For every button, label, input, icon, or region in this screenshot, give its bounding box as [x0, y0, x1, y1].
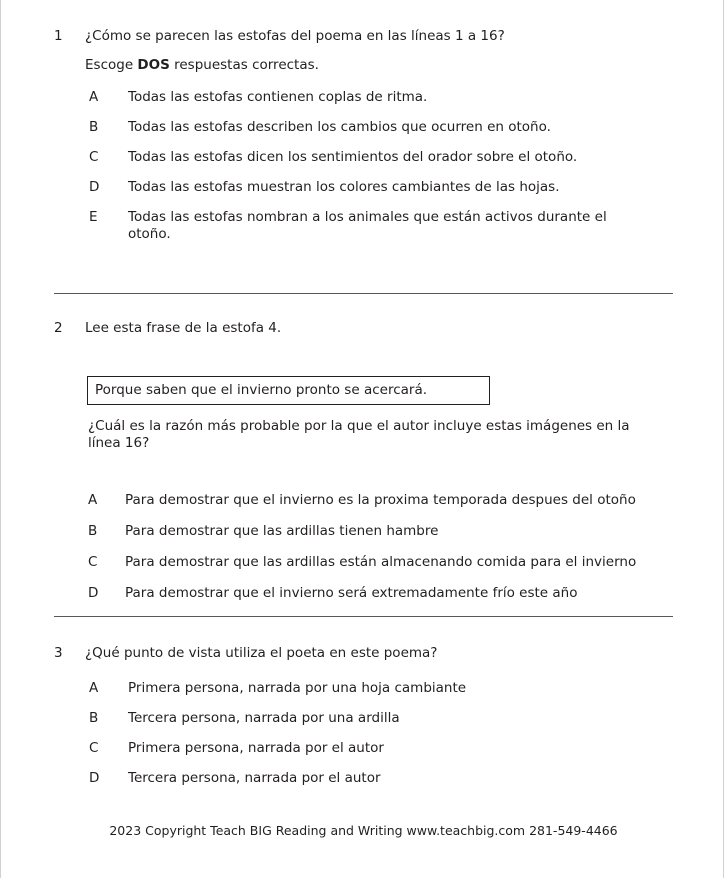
question-1-header: [54, 28, 673, 45]
option-3-c-text: Primera persona, narrada por el autor: [128, 740, 384, 756]
question-3-stem: ¿Qué punto de vista utiliza el poeta en este poema?: [85, 645, 438, 661]
option-3-b[interactable]: [54, 710, 673, 727]
option-2-d[interactable]: [54, 585, 673, 602]
option-1-d-letter: D: [89, 179, 100, 195]
quote-callout-text: Porque saben que el invierno pronto se acercará.: [95, 382, 428, 398]
section-divider-1: [54, 293, 673, 294]
option-2-c-letter: C: [88, 554, 98, 570]
option-2-d-text: Para demostrar que el invierno será extremadamente frío este año: [125, 585, 578, 601]
option-2-b-letter: B: [88, 523, 98, 539]
option-3-b-letter: B: [89, 710, 99, 726]
option-3-d-letter: D: [89, 770, 100, 786]
option-3-c-letter: C: [89, 740, 99, 756]
option-1-b-text: Todas las estofas describen los cambios que ocurren en otoño.: [128, 119, 551, 135]
quote-callout-box: [87, 376, 490, 405]
question-3-header: [54, 645, 673, 662]
option-2-b[interactable]: [54, 523, 673, 540]
option-1-d-text: Todas las estofas muestran los colores cambiantes de las hojas.: [128, 179, 560, 195]
option-1-b-letter: B: [89, 119, 99, 135]
option-2-c[interactable]: [54, 554, 673, 571]
copyright-footer: 2023 Copyright Teach BIG Reading and Writing www.teachbig.com 281-549-4466: [109, 823, 618, 838]
question-block-3: [54, 645, 673, 787]
option-3-c[interactable]: [54, 740, 673, 757]
option-1-e-letter: E: [89, 209, 98, 225]
question-2-stem: Lee esta frase de la estofa 4.: [85, 320, 282, 336]
option-2-b-text: Para demostrar que las ardillas tienen hambre: [125, 523, 439, 539]
question-2-header: [54, 320, 673, 337]
option-3-d[interactable]: [54, 770, 673, 787]
question-1-instruction-suffix: respuestas correctas.: [169, 57, 319, 73]
question-1-instruction-emphasis: DOS: [137, 57, 170, 73]
option-2-d-letter: D: [88, 585, 99, 601]
option-1-c[interactable]: [54, 149, 673, 166]
section-divider-2: [54, 616, 673, 617]
option-1-a[interactable]: [54, 89, 673, 106]
question-1-number: 1: [54, 28, 63, 44]
option-3-a-text: Primera persona, narrada por una hoja cambiante: [128, 680, 467, 696]
question-3-options: [54, 680, 673, 787]
option-1-a-letter: A: [89, 89, 99, 105]
worksheet-content: [54, 0, 673, 878]
question-1-instruction: [85, 57, 673, 74]
option-3-a-letter: A: [89, 680, 99, 696]
question-1-options: [54, 89, 673, 242]
option-1-b[interactable]: [54, 119, 673, 136]
option-2-c-text: Para demostrar que las ardillas están almacenando comida para el invierno: [125, 554, 637, 570]
option-1-a-text: Todas las estofas contienen coplas de ritma.: [128, 89, 428, 105]
question-3-number: 3: [54, 645, 63, 661]
option-1-c-text: Todas las estofas dicen los sentimientos del orador sobre el otoño.: [128, 149, 578, 165]
question-block-1: [54, 28, 673, 242]
option-2-a-text: Para demostrar que el invierno es la proxima temporada despues del otoño: [125, 492, 636, 508]
option-2-a[interactable]: [54, 492, 673, 509]
option-1-d[interactable]: [54, 179, 673, 196]
question-1-instruction-prefix: Escoge: [85, 57, 138, 73]
option-1-e-text: Todas las estofas nombran a los animales que están activos durante el otoño.: [128, 209, 607, 242]
option-1-e[interactable]: [54, 209, 673, 242]
question-2-number: 2: [54, 320, 63, 336]
question-block-2: [54, 320, 673, 602]
question-2-prompt: ¿Cuál es la razón más probable por la que el autor incluye estas imágenes en la línea 16?: [88, 418, 630, 451]
option-3-b-text: Tercera persona, narrada por una ardilla: [128, 710, 400, 726]
option-1-c-letter: C: [89, 149, 99, 165]
option-3-a[interactable]: [54, 680, 673, 697]
question-1-stem: ¿Cómo se parecen las estofas del poema en las líneas 1 a 16?: [85, 28, 505, 44]
option-3-d-text: Tercera persona, narrada por el autor: [128, 770, 381, 786]
option-2-a-letter: A: [88, 492, 98, 508]
